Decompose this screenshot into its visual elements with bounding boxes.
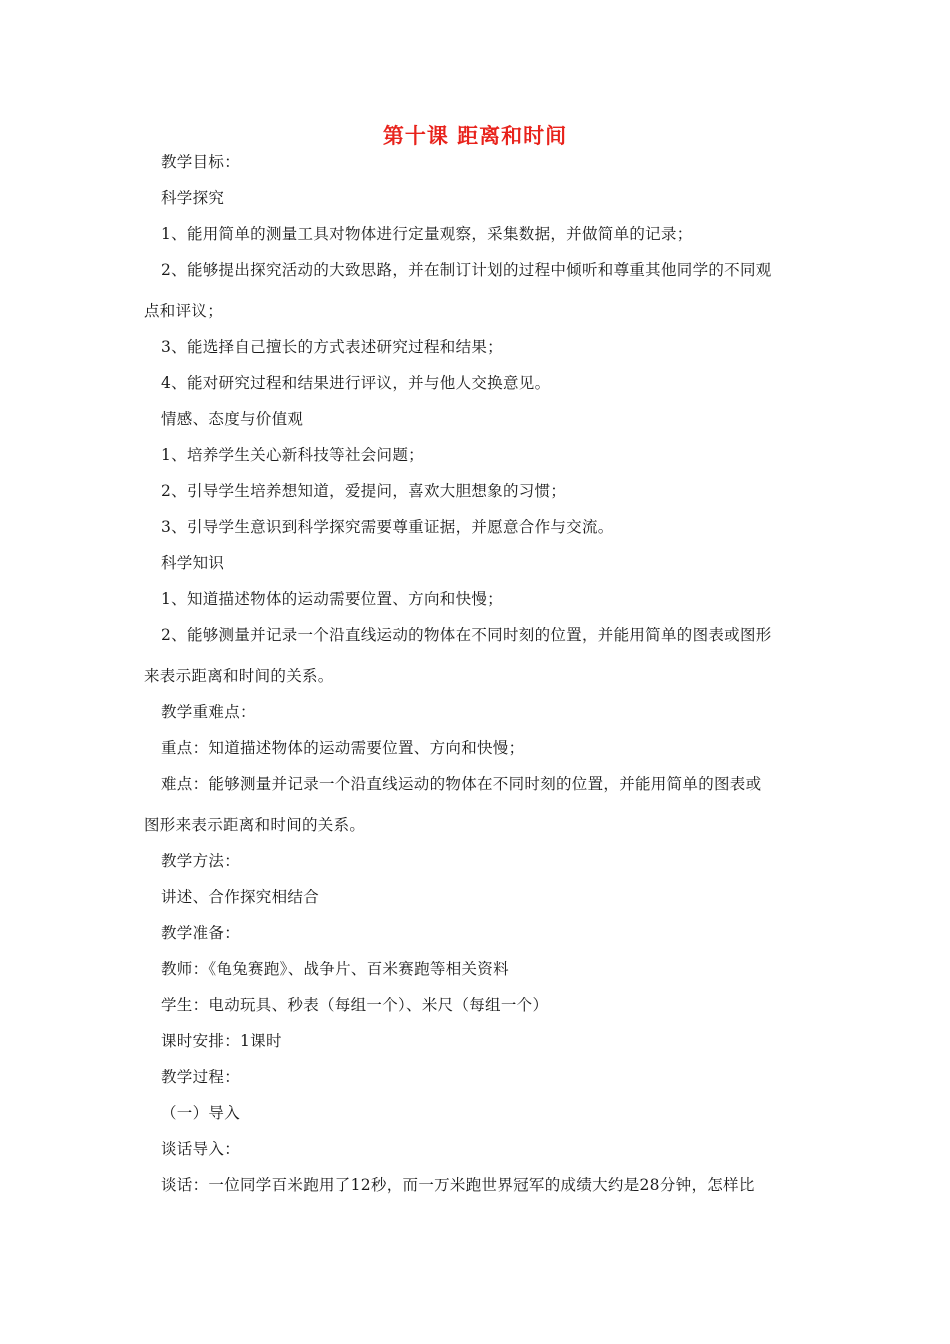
paragraph: 1、知道描述物体的运动需要位置、方向和快慢； [161,590,503,608]
heading-key-points: 教学重难点： [161,703,256,721]
paragraph: 谈话导入： [161,1140,241,1158]
paragraph-continuation: 来表示距离和时间的关系。 [144,667,334,685]
paragraph: 1、培养学生关心新科技等社会问题； [161,446,424,464]
heading-teaching-goals: 教学目标： [161,153,241,171]
paragraph: 2、引导学生培养想知道，爱提问，喜欢大胆想象的习惯； [161,482,567,500]
paragraph: 4、能对研究过程和结果进行评议，并与他人交换意见。 [161,374,551,392]
paragraph: 1、能用简单的测量工具对物体进行定量观察，采集数据，并做简单的记录； [161,225,693,243]
heading-preparation: 教学准备： [161,924,241,942]
document-title: 第十课 距离和时间 [382,123,568,148]
paragraph: 教师：《龟兔赛跑》、战争片、百米赛跑等相关资料 [161,960,509,978]
subheading-attitude-values: 情感、态度与价值观 [161,410,304,428]
heading-teaching-methods: 教学方法： [161,852,241,870]
paragraph: 谈话：一位同学百米跑用了12秒，而一万米跑世界冠军的成绩大约是28分钟，怎样比 [161,1176,755,1194]
paragraph: 讲述、合作探究相结合 [161,888,320,906]
paragraph: 难点：能够测量并记录一个沿直线运动的物体在不同时刻的位置，并能用简单的图表或 [161,775,762,793]
paragraph: 学生：电动玩具、秒表（每组一个）、米尺（每组一个） [161,996,549,1014]
subheading-introduction: （一）导入 [161,1104,241,1122]
paragraph-continuation: 图形来表示距离和时间的关系。 [144,816,366,834]
subheading-science-knowledge: 科学知识 [161,554,225,572]
paragraph: 2、能够测量并记录一个沿直线运动的物体在不同时刻的位置，并能用简单的图表或图形 [161,626,772,644]
heading-teaching-process: 教学过程： [161,1068,241,1086]
paragraph: 课时安排：1课时 [161,1032,282,1050]
paragraph-continuation: 点和评议； [144,302,224,320]
paragraph: 3、能选择自己擅长的方式表述研究过程和结果； [161,338,503,356]
paragraph: 重点：知道描述物体的运动需要位置、方向和快慢； [161,739,525,757]
subheading-science-inquiry: 科学探究 [161,189,225,207]
paragraph: 3、引导学生意识到科学探究需要尊重证据，并愿意合作与交流。 [161,518,614,536]
paragraph: 2、能够提出探究活动的大致思路，并在制订计划的过程中倾听和尊重其他同学的不同观 [161,261,772,279]
